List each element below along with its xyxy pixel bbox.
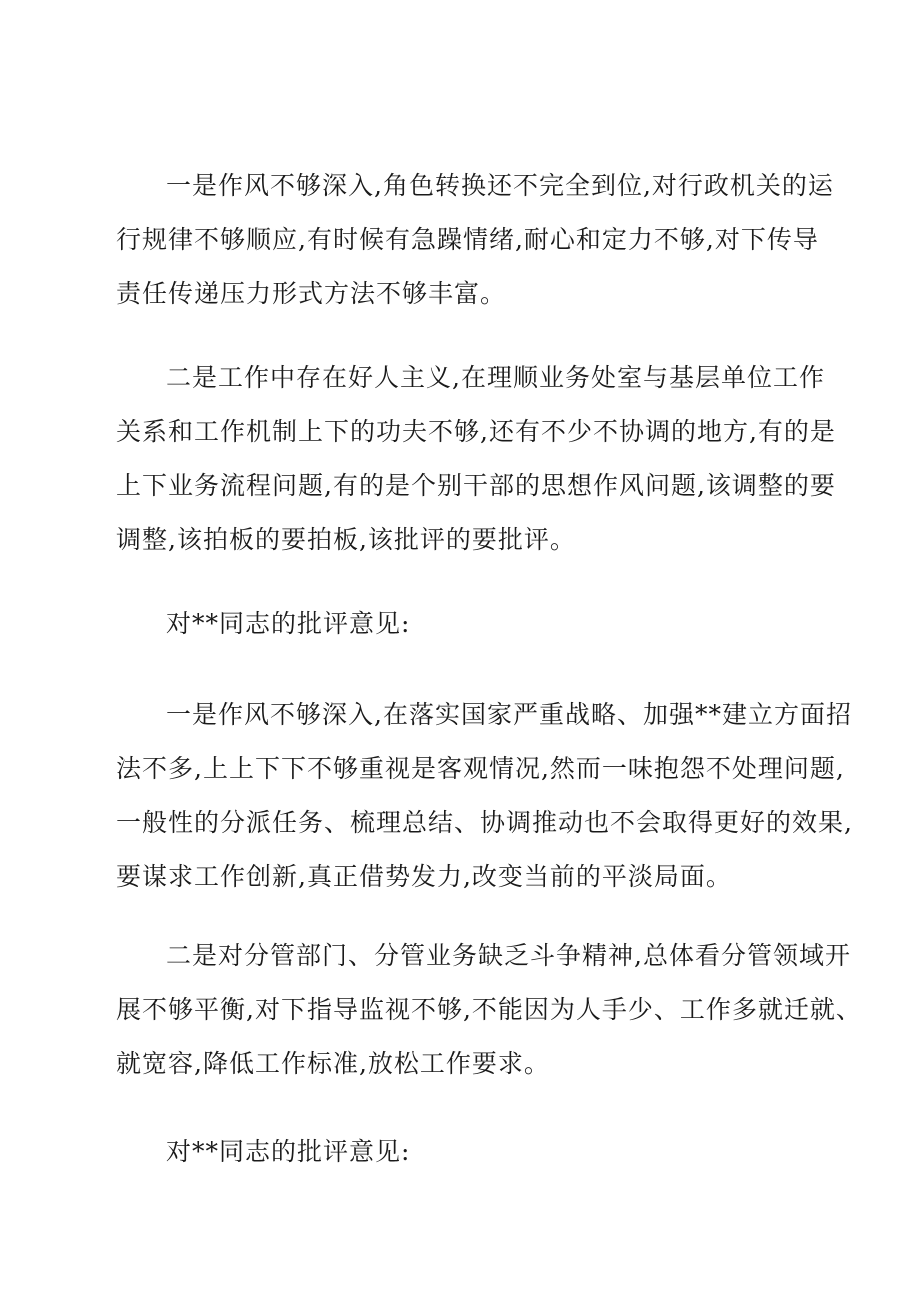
paragraph-line: 法不多,上上下下不够重视是客观情况,然而一味抱怨不处理问题, xyxy=(116,754,845,783)
paragraph-line: 二是对分管部门、分管业务缺乏斗争精神,总体看分管领域开 xyxy=(166,941,851,970)
paragraph-line: 一般性的分派任务、梳理总结、协调推动也不会取得更好的效果, xyxy=(116,808,853,837)
section-heading-text: 对**同志的批评意见: xyxy=(166,1137,411,1166)
section-heading-text: 对**同志的批评意见: xyxy=(166,609,411,638)
paragraph-line: 责任传递压力形式方法不够丰富。 xyxy=(116,279,507,308)
paragraph-line: 一是作风不够深入,在落实国家严重战略、加强**建立方面招 xyxy=(166,700,852,729)
paragraph-line: 行规律不够顺应,有时候有急躁情绪,耐心和定力不够,对下传导 xyxy=(116,225,819,254)
paragraph-line: 一是作风不够深入,角色转换还不完全到位,对行政机关的运 xyxy=(166,171,834,200)
paragraph-line: 关系和工作机制上下的功夫不够,还有不少不协调的地方,有的是 xyxy=(116,417,836,446)
paragraph-line: 要谋求工作创新,真正借势发力,改变当前的平淡局面。 xyxy=(116,862,732,891)
paragraph-1 xyxy=(116,159,834,321)
paragraph-line: 上下业务流程问题,有的是个别干部的思想作风问题,该调整的要 xyxy=(116,471,836,500)
paragraph-line: 调整,该拍板的要拍板,该批评的要批评。 xyxy=(116,525,576,554)
paragraph-line: 就宽容,降低工作标准,放松工作要求。 xyxy=(116,1049,550,1078)
paragraph-line: 二是工作中存在好人主义,在理顺业务处室与基层单位工作 xyxy=(166,363,825,392)
section-heading-1 xyxy=(116,597,806,651)
paragraph-2 xyxy=(116,351,836,567)
paragraph-line: 展不够平衡,对下指导监视不够,不能因为人手少、工作多就迁就、 xyxy=(116,995,862,1024)
paragraph-3 xyxy=(116,688,853,904)
section-heading-2 xyxy=(116,1125,806,1179)
paragraph-4 xyxy=(116,929,862,1091)
